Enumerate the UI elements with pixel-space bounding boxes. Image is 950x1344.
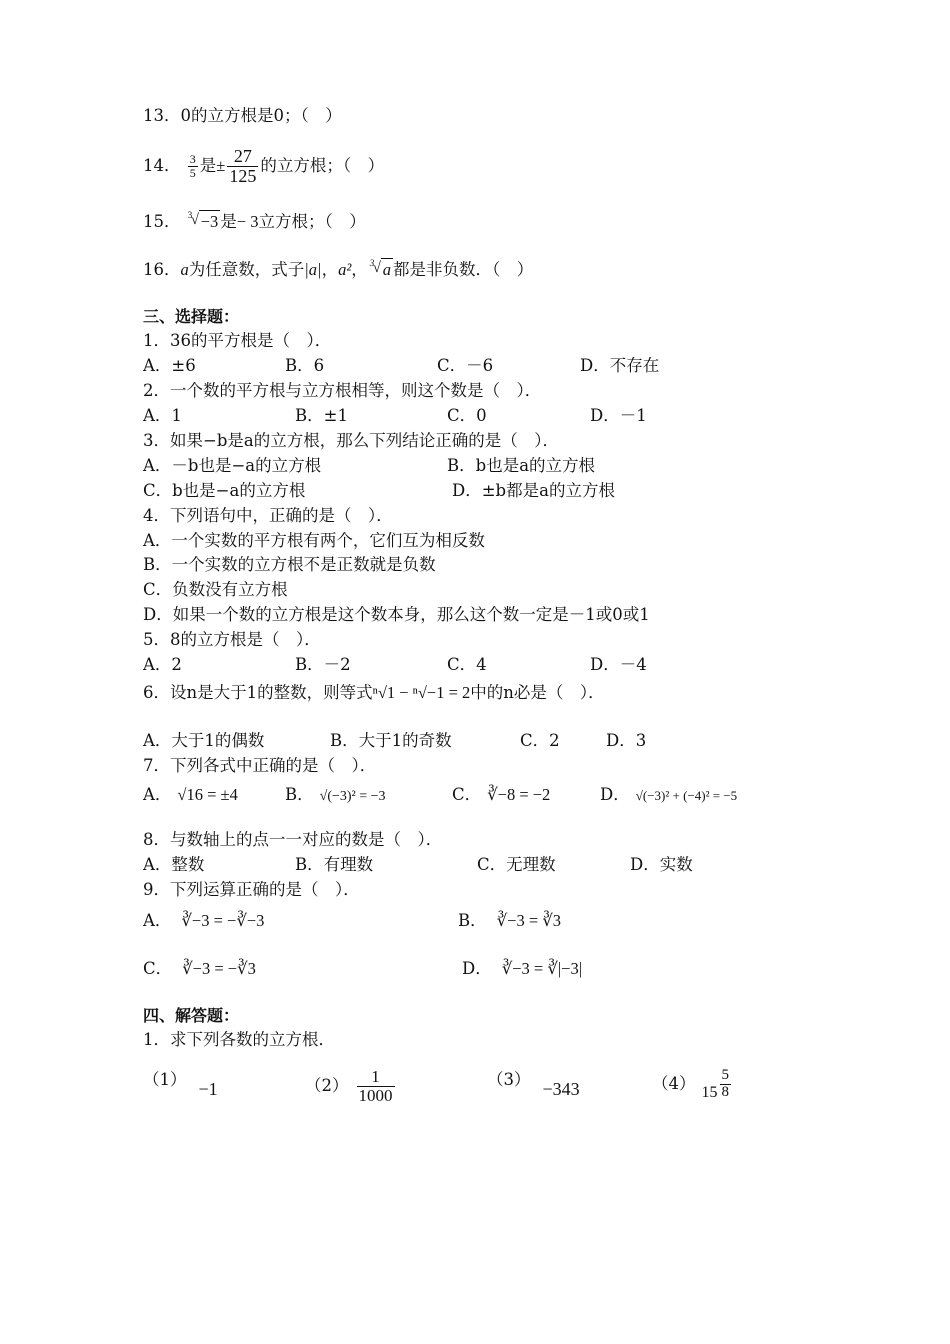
choice-question: 9．下列运算正确的是（ ）． [143,880,360,899]
q15: 15． 3 √ −3 是− 3立方根；（ ） [143,210,366,231]
choice-question: 6．设n是大于1的整数，则等式ⁿ√1 − ⁿ√−1 = 2中的n必是（ ）． [143,683,605,702]
option-d: D．不存在 [580,356,660,375]
option-a: A． √16 = ±4 [143,785,238,804]
q14: 14． $\frac{3}{5}$ 是± $\frac{27}{125}$ 的立方根；（ ） [143,146,385,186]
option-d: D．如果一个数的立方根是这个数本身，那么这个数一定是－1或0或1 [143,605,650,624]
choice-question: 1．36的平方根是（ ）． [143,331,332,350]
choice-question: 4．下列语句中，正确的是（ ）． [143,506,393,525]
option-b: B．一个实数的立方根不是正数就是负数 [143,555,436,574]
answer-question: 1．求下列各数的立方根． [143,1030,335,1049]
option-a: A．1 [143,406,182,425]
cube-root: 3 √ a [369,258,392,279]
option-d: D．±b都是a的立方根 [452,481,615,500]
option-d: D．－4 [590,655,647,674]
cube-root: 3 √ −3 [187,210,219,231]
option-d: D． √(−3)² + (−4)² = −5 [600,785,738,804]
option-a: A．－b也是−a的立方根 [143,456,322,475]
option-a: A．大于1的偶数 [143,731,265,750]
option-b: B． √(−3)² = −3 [285,785,386,804]
option-d: D．3 [606,731,647,750]
choice-question: 8．与数轴上的点一一对应的数是（ ）． [143,830,443,849]
choice-question: 2．一个数的平方根与立方根相等，则这个数是（ ）． [143,381,542,400]
option-c: C．负数没有立方根 [143,580,288,599]
q13: 13．0的立方根是0；（ ） [143,106,342,125]
fraction-5-8: $\frac{5}{8}$ [721,1067,729,1100]
option-c: C．2 [520,731,560,750]
subproblem-4: （4） 15 $\frac{5}{8}$ [652,1067,729,1101]
fraction-27-125: $\frac{27}{125}$ [229,146,257,186]
option-c: C． ∛−3 = −∛3 [143,959,256,978]
option-b: B．±1 [295,406,348,425]
choice-question: 5．8的立方根是（ ）． [143,630,321,649]
q16: 16．a为任意数，式子|a|，a²， 3 √ a 都是非负数．（ ） [143,258,534,279]
option-b: B．大于1的奇数 [330,731,452,750]
option-d: D．－1 [590,406,647,425]
option-b: B．6 [285,356,325,375]
option-c: C． ∛−8 = −2 [452,785,551,804]
option-d: D．实数 [630,855,693,874]
option-a: A．整数 [143,855,205,874]
option-c: C．－6 [437,356,494,375]
subproblem-2: （2） $\frac{1}{1000}$ [305,1067,393,1105]
option-a: A． ∛−3 = −∛−3 [143,911,265,930]
option-c: C．4 [447,655,487,674]
choice-question: 7．下列各式中正确的是（ ）． [143,756,377,775]
option-b: B．b也是a的立方根 [447,456,596,475]
option-a: A．一个实数的平方根有两个，它们互为相反数 [143,531,485,550]
option-a: A．±6 [143,356,196,375]
subproblem-3: （3） −343 [487,1070,580,1099]
option-c: C．b也是−a的立方根 [143,481,306,500]
section-heading: 三、选择题： [143,307,240,326]
option-b: B．有理数 [295,855,374,874]
option-b: B．－2 [295,655,351,674]
equation: ⁿ√1 − ⁿ√−1 = 2 [372,683,471,702]
section-heading: 四、解答题： [143,1006,240,1025]
option-c: C．无理数 [477,855,556,874]
fraction-3-5: $\frac{3}{5}$ [189,152,196,180]
option-b: B． ∛−3 = ∛3 [458,911,562,930]
option-a: A．2 [143,655,182,674]
fraction-1-1000: $\frac{1}{1000}$ [358,1067,393,1105]
choice-question: 3．如果−b是a的立方根，那么下列结论正确的是（ ）． [143,431,559,450]
option-d: D． ∛−3 = ∛|−3| [462,959,583,978]
subproblem-1: （1） −1 [143,1070,218,1099]
option-c: C．0 [447,406,487,425]
